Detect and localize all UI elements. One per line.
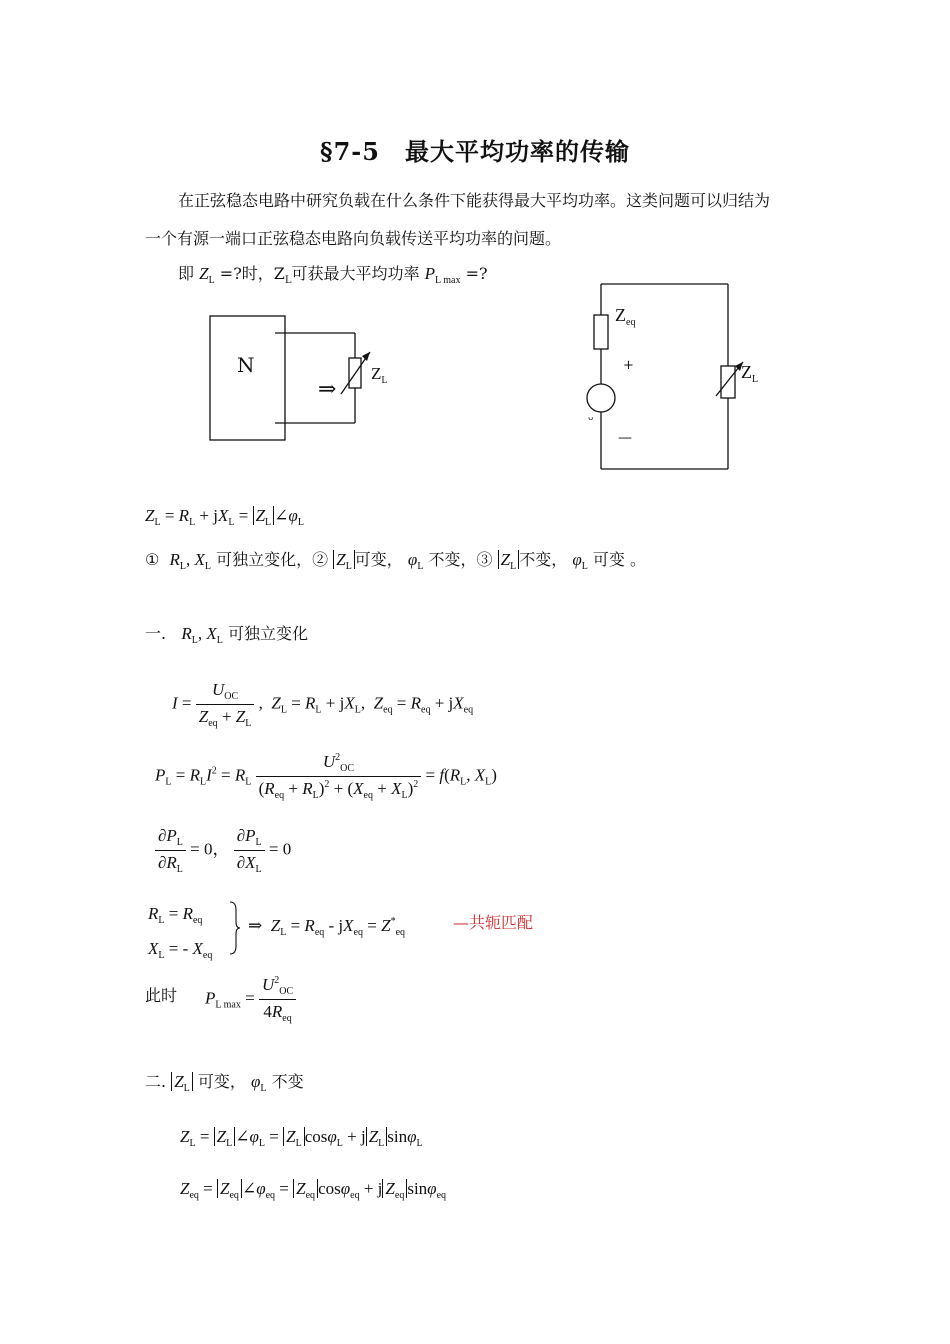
intro-line-1: 在正弦稳态电路中研究负载在什么条件下能获得最大平均功率。这类问题可以归结为 [178,191,771,210]
q-mid: =?时，Z [219,264,285,283]
fig1-ZL-label: $Z_L$ [371,364,388,386]
fig2-ZL-label: $Z_L$ [741,362,759,385]
svg-text:ᴗ: ᴗ [588,413,594,423]
then-label: 此时 [145,986,178,1005]
eq-pmax: $P_{L max}$ = $\frac{U^2_{OC}}{4R_{eq}}$ [205,975,296,1024]
section1-heading: 一. $R_L$, $X_L$ 可独立变化 [145,624,308,646]
fig2-plus: + [623,358,634,373]
network-N-diagram [200,308,400,453]
eq-ZL-def: $Z_L = R_L + jX_L = Z_L$ $\angle\varphi_L$ [145,506,304,528]
q-prefix: 即 [178,264,195,283]
arrow-icon: ⇒ [318,377,337,402]
network-N-label: N [237,353,255,377]
eq-current: I = $\frac{U_{OC}}{Z_{eq} + Z_L}$ , $Z_L = R_L + jX_L$, $Z_{eq} = R_{eq} + jX_{eq}$ [172,680,474,729]
section2-heading: 二. $Z_L$ 可变， $\varphi_L$ 不变 [145,1072,304,1094]
eq-power: $P_L = R_LI^2 = R_L$ $\frac{U^2_{OC}}{(R_{eq} + R_L)^2 + (X_{eq} + X_L)^2}$ = $f(R_L$, $X_L$) [155,752,497,801]
equivalent-circuit-diagram [580,280,750,475]
question-line: 即 $Z_L$ =?时，$Z_L$可获最大平均功率 $P_{L max}$ =? [178,264,488,286]
fig2-minus: — [618,430,632,446]
q-mid2: 可获最大平均功率 [291,264,420,283]
intro-line-2: 一个有源一端口正弦稳态电路向负载传送平均功率的问题。 [145,229,562,248]
conjugate-match-note: —共轭匹配 [453,913,534,932]
fig2-Zeq-label: $Z_{eq}$ [615,305,636,328]
eq-ZL-polar: $Z_L = Z_L$ $\angle\varphi_L = Z_L$ cosφ$_L$ + j $Z_L$ sinφ$_L$ [180,1127,423,1149]
page-title: §7-5 最大平均功率的传输 [320,137,630,166]
eq-Zeq-polar: $Z_{eq} = Z_{eq}$ $\angle\varphi_{eq} = Z_{eq}$ cosφ$_{eq}$ + j $Z_{eq}$ sinφ$_{eq}$ [180,1179,447,1201]
cases-line: ① $R_L$, $X_L$ 可独立变化，② $Z_L$ 可变， $\varphi_L$ 不变，③ $Z_L$ 不变， $\varphi_L$ 可变 。 [145,550,647,572]
eq-partial-derivatives: $\frac{\partial P_L}{\partial R_L}$ = 0， $\frac{\partial P_L}{\partial X_L}$ = 0 [155,826,291,875]
eq-conditions: $R_L = R_{eq}$ $X_L$ = - $X_{eq}$ [148,904,213,961]
brace-icon [228,900,242,956]
q-end: =? [465,264,488,283]
eq-conjugate: ⇒ $Z_L = R_{eq} - jX_{eq} = Z^*_{eq}$ [248,916,406,938]
